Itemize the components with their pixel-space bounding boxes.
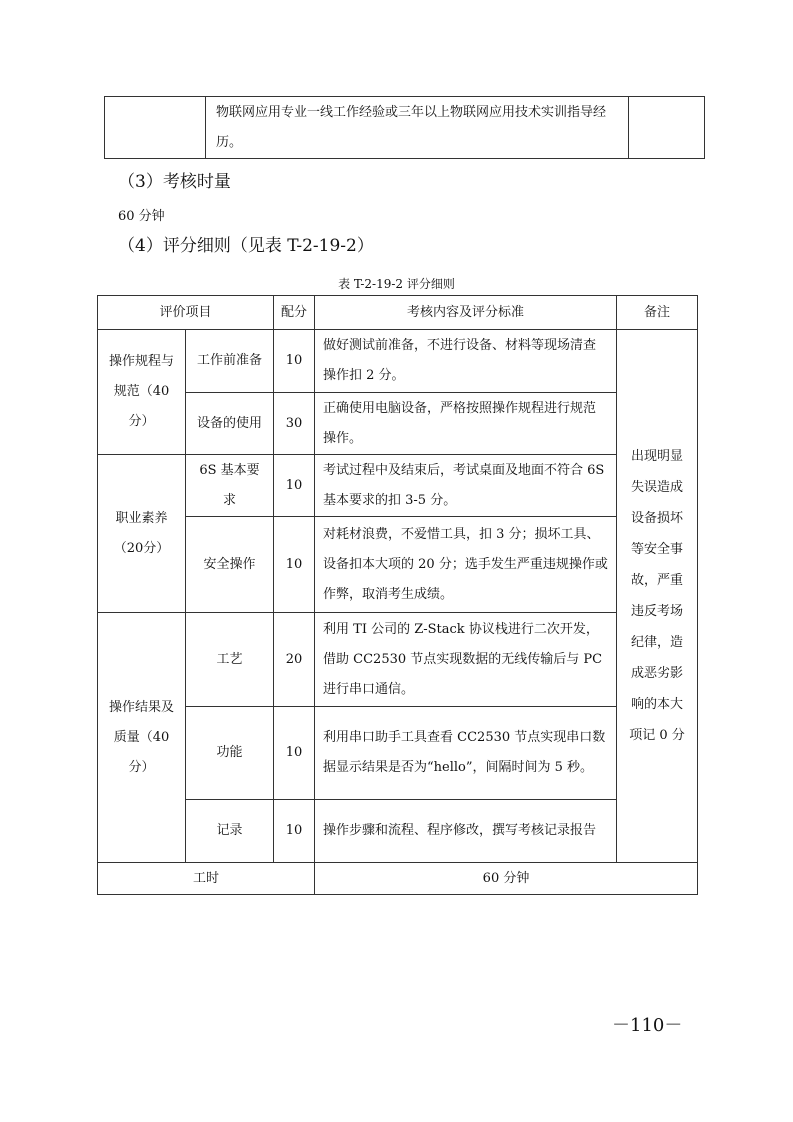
table-row <box>98 393 698 455</box>
group-name: 操作规程与规范（40分） <box>98 330 186 455</box>
sub-item: 6S 基本要求 <box>186 455 274 517</box>
qualification-table <box>104 96 705 159</box>
score-cell: 10 <box>274 707 315 800</box>
header-criteria: 考核内容及评分标准 <box>315 296 617 330</box>
scoring-table <box>97 295 698 895</box>
header-note: 备注 <box>617 296 698 330</box>
score-cell: 10 <box>274 800 315 863</box>
table-row <box>98 517 698 613</box>
header-item: 评价项目 <box>98 296 274 330</box>
note-cell: 出现明显失误造成设备损坏等安全事故，严重违反考场纪律，造成恶劣影响的本大项记 0 分 <box>617 330 698 863</box>
section-heading-duration: （3）考核时量 <box>118 172 231 192</box>
table-row <box>98 455 698 517</box>
sub-item: 安全操作 <box>186 517 274 613</box>
sub-item: 功能 <box>186 707 274 800</box>
criteria-cell: 对耗材浪费，不爱惜工具，扣 3 分；损坏工具、设备扣本大项的 20 分；选手发生严重违规操作或作弊，取消考生成绩。 <box>315 517 617 613</box>
table-footer-row <box>98 863 698 895</box>
sub-item: 设备的使用 <box>186 393 274 455</box>
score-cell: 10 <box>274 455 315 517</box>
criteria-cell: 利用 TI 公司的 Z-Stack 协议栈进行二次开发，借助 CC2530 节点实现数据的无线传输后与 PC 进行串口通信。 <box>315 613 617 707</box>
score-cell: 30 <box>274 393 315 455</box>
table-row <box>98 613 698 707</box>
duration-text: 60 分钟 <box>118 209 165 224</box>
table-cell-empty <box>105 97 206 159</box>
group-name: 操作结果及质量（40分） <box>98 613 186 863</box>
score-cell: 10 <box>274 330 315 393</box>
qualification-text: 物联网应用专业一线工作经验或三年以上物联网应用技术实训指导经历。 <box>206 97 629 159</box>
header-score: 配分 <box>274 296 315 330</box>
table-row <box>98 707 698 800</box>
sub-item: 工作前准备 <box>186 330 274 393</box>
group-name: 职业素养（20分） <box>98 455 186 613</box>
footer-value: 60 分钟 <box>315 863 698 895</box>
footer-label: 工时 <box>98 863 315 895</box>
page-number: －110－ <box>612 1015 683 1036</box>
sub-item: 记录 <box>186 800 274 863</box>
criteria-cell: 操作步骤和流程、程序修改，撰写考核记录报告 <box>315 800 617 863</box>
table-header-row <box>98 296 698 330</box>
table-caption: 表 T-2-19-2 评分细则 <box>338 277 455 291</box>
table-row <box>98 330 698 393</box>
section-heading-scoring: （4）评分细则（见表 T-2-19-2） <box>118 236 374 256</box>
table-cell-empty <box>629 97 705 159</box>
table-row <box>98 800 698 863</box>
sub-item: 工艺 <box>186 613 274 707</box>
table-row <box>105 97 705 159</box>
criteria-cell: 做好测试前准备，不进行设备、材料等现场清查操作扣 2 分。 <box>315 330 617 393</box>
criteria-cell: 考试过程中及结束后，考试桌面及地面不符合 6S 基本要求的扣 3-5 分。 <box>315 455 617 517</box>
score-cell: 10 <box>274 517 315 613</box>
criteria-cell: 利用串口助手工具查看 CC2530 节点实现串口数据显示结果是否为“hello”，间隔时间为 5 秒。 <box>315 707 617 800</box>
score-cell: 20 <box>274 613 315 707</box>
criteria-cell: 正确使用电脑设备，严格按照操作规程进行规范操作。 <box>315 393 617 455</box>
